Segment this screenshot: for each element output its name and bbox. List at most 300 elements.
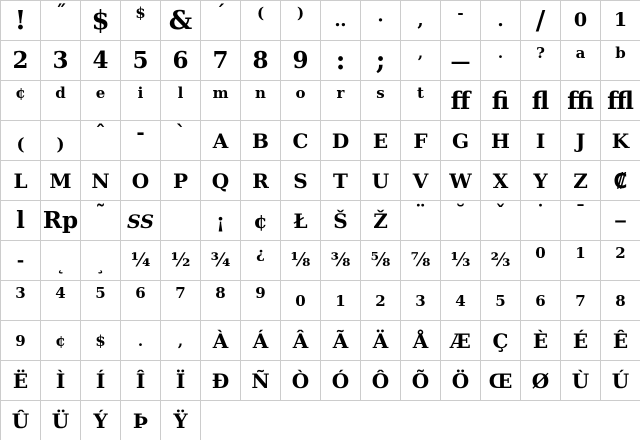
glyph-cell[interactable] bbox=[1, 1, 41, 41]
glyph: ) bbox=[56, 135, 65, 155]
glyph: / bbox=[535, 5, 546, 36]
glyph-cell[interactable] bbox=[521, 321, 561, 361]
glyph-cell[interactable] bbox=[561, 201, 601, 241]
blank-area bbox=[601, 401, 640, 440]
glyph-cell[interactable] bbox=[521, 361, 561, 401]
glyph-cell[interactable] bbox=[521, 1, 561, 41]
glyph: Z bbox=[573, 168, 588, 193]
glyph: Ł bbox=[293, 208, 308, 233]
glyph-cell[interactable] bbox=[401, 321, 441, 361]
glyph: G bbox=[451, 128, 470, 153]
glyph-cell[interactable] bbox=[41, 401, 81, 440]
glyph: Í bbox=[95, 368, 106, 393]
glyph-cell[interactable] bbox=[521, 201, 561, 241]
blank-area bbox=[361, 401, 401, 440]
glyph-cell[interactable] bbox=[481, 81, 521, 121]
glyph-cell[interactable] bbox=[161, 1, 201, 41]
glyph-cell[interactable] bbox=[361, 1, 401, 41]
glyph: Õ bbox=[411, 368, 430, 393]
glyph-cell[interactable] bbox=[401, 81, 441, 121]
glyph-cell[interactable] bbox=[201, 1, 241, 41]
glyph-cell[interactable] bbox=[1, 241, 41, 281]
glyph-cell[interactable] bbox=[321, 41, 361, 81]
glyph: M bbox=[49, 168, 72, 193]
glyph-cell[interactable] bbox=[201, 121, 241, 161]
glyph-cell[interactable] bbox=[1, 361, 41, 401]
glyph: T bbox=[333, 168, 348, 193]
glyph-cell[interactable] bbox=[361, 241, 401, 281]
glyph: ¢ bbox=[253, 208, 268, 233]
glyph: s bbox=[376, 84, 385, 102]
blank-area bbox=[561, 401, 601, 440]
glyph: 3 bbox=[415, 292, 426, 310]
glyph: Ý bbox=[93, 408, 108, 433]
glyph-cell[interactable] bbox=[321, 321, 361, 361]
glyph: 3 bbox=[52, 47, 69, 74]
glyph-cell[interactable] bbox=[281, 161, 321, 201]
glyph-cell[interactable] bbox=[121, 121, 161, 161]
glyph: 0 bbox=[535, 244, 546, 262]
glyph-cell[interactable] bbox=[81, 161, 121, 201]
glyph-cell[interactable] bbox=[81, 121, 121, 161]
glyph-cell[interactable] bbox=[441, 321, 481, 361]
glyph: 8 bbox=[252, 47, 269, 74]
glyph: ⅜ bbox=[330, 249, 351, 271]
glyph-cell[interactable] bbox=[601, 361, 640, 401]
empty-glyph-cell[interactable] bbox=[161, 201, 201, 241]
glyph: ﬂ bbox=[531, 85, 550, 115]
glyph-cell[interactable] bbox=[81, 41, 121, 81]
glyph: ⅓ bbox=[450, 249, 471, 271]
glyph-cell[interactable] bbox=[241, 41, 281, 81]
glyph-cell[interactable] bbox=[41, 361, 81, 401]
glyph-cell[interactable] bbox=[361, 41, 401, 81]
glyph: ¯ bbox=[575, 201, 586, 224]
glyph-cell[interactable] bbox=[401, 41, 441, 81]
blank-area bbox=[521, 401, 561, 440]
glyph-cell[interactable] bbox=[521, 81, 561, 121]
glyph-cell[interactable] bbox=[121, 281, 161, 321]
glyph: ½ bbox=[170, 249, 191, 271]
glyph: C bbox=[292, 128, 309, 153]
glyph: Ð bbox=[211, 368, 230, 393]
glyph: Û bbox=[11, 408, 30, 433]
glyph-cell[interactable] bbox=[201, 81, 241, 121]
glyph-cell[interactable] bbox=[281, 281, 321, 321]
glyph-cell[interactable] bbox=[321, 121, 361, 161]
glyph: ˛ bbox=[56, 255, 65, 275]
glyph-cell[interactable] bbox=[481, 321, 521, 361]
glyph: R bbox=[252, 168, 269, 193]
blank-area bbox=[241, 401, 281, 440]
glyph: ¾ bbox=[210, 249, 231, 271]
glyph-cell[interactable] bbox=[81, 241, 121, 281]
glyph-cell[interactable] bbox=[601, 1, 640, 41]
glyph-cell[interactable] bbox=[481, 241, 521, 281]
glyph: Ê bbox=[612, 328, 629, 353]
glyph-cell[interactable] bbox=[401, 361, 441, 401]
glyph-cell[interactable] bbox=[481, 281, 521, 321]
glyph-cell[interactable] bbox=[281, 321, 321, 361]
glyph-cell[interactable] bbox=[561, 1, 601, 41]
glyph: ! bbox=[14, 5, 27, 36]
glyph-cell[interactable] bbox=[81, 81, 121, 121]
glyph: 9 bbox=[292, 47, 309, 74]
glyph: Q bbox=[211, 168, 230, 193]
glyph: : bbox=[335, 45, 346, 76]
blank-area bbox=[201, 401, 241, 440]
glyph-cell[interactable] bbox=[441, 361, 481, 401]
glyph-cell[interactable] bbox=[361, 321, 401, 361]
glyph: F bbox=[413, 128, 428, 153]
glyph-cell[interactable] bbox=[161, 281, 201, 321]
glyph: K bbox=[611, 128, 630, 153]
glyph-cell[interactable] bbox=[241, 361, 281, 401]
glyph-cell[interactable] bbox=[201, 321, 241, 361]
glyph-cell[interactable] bbox=[361, 81, 401, 121]
glyph: 1 bbox=[613, 9, 628, 31]
glyph: H bbox=[491, 128, 510, 153]
glyph-cell[interactable] bbox=[321, 281, 361, 321]
glyph: Ã bbox=[332, 328, 349, 353]
glyph-cell[interactable] bbox=[201, 201, 241, 241]
glyph-cell[interactable] bbox=[601, 41, 640, 81]
glyph-cell[interactable] bbox=[41, 201, 81, 241]
glyph-cell[interactable] bbox=[161, 81, 201, 121]
glyph-cell[interactable] bbox=[41, 81, 81, 121]
glyph: Å bbox=[412, 328, 429, 353]
glyph-cell[interactable] bbox=[201, 361, 241, 401]
glyph: 2 bbox=[615, 244, 626, 262]
glyph: 0 bbox=[295, 292, 306, 310]
glyph-cell[interactable] bbox=[361, 281, 401, 321]
glyph: $ bbox=[135, 4, 146, 22]
glyph-cell[interactable] bbox=[601, 281, 640, 321]
glyph-cell[interactable] bbox=[81, 321, 121, 361]
glyph: a bbox=[575, 44, 586, 62]
glyph: 4 bbox=[92, 47, 109, 74]
glyph: - bbox=[136, 121, 145, 144]
glyph: ¼ bbox=[130, 249, 151, 271]
glyph-cell[interactable] bbox=[601, 81, 640, 121]
glyph: Â bbox=[292, 328, 309, 353]
glyph-cell[interactable] bbox=[521, 41, 561, 81]
glyph: - bbox=[457, 4, 464, 22]
glyph: Y bbox=[533, 168, 548, 193]
glyph: Ñ bbox=[251, 368, 270, 393]
glyph-cell[interactable] bbox=[241, 1, 281, 41]
blank-area bbox=[481, 401, 521, 440]
glyph: O bbox=[131, 168, 150, 193]
glyph: P bbox=[172, 168, 189, 193]
glyph-cell[interactable] bbox=[481, 361, 521, 401]
glyph: Ò bbox=[291, 368, 310, 393]
glyph-cell[interactable] bbox=[281, 121, 321, 161]
glyph-cell[interactable] bbox=[1, 121, 41, 161]
glyph-cell[interactable] bbox=[41, 41, 81, 81]
glyph-cell[interactable] bbox=[81, 401, 121, 440]
glyph-cell[interactable] bbox=[121, 81, 161, 121]
glyph-cell[interactable] bbox=[41, 241, 81, 281]
glyph: 9 bbox=[15, 332, 26, 350]
glyph-cell[interactable] bbox=[121, 41, 161, 81]
glyph: 6 bbox=[135, 284, 146, 302]
glyph-cell[interactable] bbox=[361, 121, 401, 161]
glyph-cell[interactable] bbox=[201, 41, 241, 81]
glyph-cell[interactable] bbox=[121, 361, 161, 401]
blank-area bbox=[441, 401, 481, 440]
glyph: $ bbox=[95, 332, 106, 350]
glyph-cell[interactable] bbox=[441, 121, 481, 161]
glyph: 5 bbox=[95, 284, 106, 302]
glyph-cell[interactable] bbox=[241, 121, 281, 161]
glyph: V bbox=[412, 168, 429, 193]
glyph-cell[interactable] bbox=[441, 281, 481, 321]
glyph: B bbox=[252, 128, 269, 153]
glyph-cell[interactable] bbox=[161, 161, 201, 201]
glyph: 3 bbox=[15, 284, 26, 302]
glyph: 7 bbox=[175, 284, 186, 302]
glyph: Ì bbox=[55, 368, 66, 393]
glyph: 4 bbox=[55, 284, 66, 302]
glyph-cell[interactable] bbox=[81, 281, 121, 321]
glyph-cell[interactable] bbox=[521, 121, 561, 161]
glyph-cell[interactable] bbox=[121, 161, 161, 201]
glyph-cell[interactable] bbox=[161, 121, 201, 161]
glyph: o bbox=[295, 84, 306, 102]
glyph: & bbox=[168, 5, 193, 36]
glyph: e bbox=[95, 84, 106, 102]
glyph: ; bbox=[375, 45, 386, 76]
glyph: N bbox=[91, 168, 110, 193]
glyph: ﬄ bbox=[607, 85, 634, 115]
glyph: ‒ bbox=[614, 209, 627, 231]
glyph-cell[interactable] bbox=[1, 201, 41, 241]
glyph-cell[interactable] bbox=[321, 361, 361, 401]
glyph-cell[interactable] bbox=[601, 161, 640, 201]
glyph: 8 bbox=[615, 292, 626, 310]
glyph: Ä bbox=[372, 328, 389, 353]
blank-area bbox=[401, 401, 441, 440]
glyph: È bbox=[532, 328, 549, 353]
glyph: Ç bbox=[492, 328, 509, 353]
glyph-cell[interactable] bbox=[41, 161, 81, 201]
glyph: ¨ bbox=[415, 201, 426, 224]
glyph-cell[interactable] bbox=[401, 201, 441, 241]
glyph: , bbox=[417, 44, 424, 62]
glyph-cell[interactable] bbox=[1, 281, 41, 321]
glyph-cell[interactable] bbox=[161, 361, 201, 401]
glyph-cell[interactable] bbox=[281, 1, 321, 41]
glyph-cell[interactable] bbox=[481, 201, 521, 241]
glyph: b bbox=[615, 44, 626, 62]
glyph: Ï bbox=[175, 368, 186, 393]
glyph-cell[interactable] bbox=[41, 281, 81, 321]
glyph-cell[interactable] bbox=[481, 161, 521, 201]
glyph-cell[interactable] bbox=[561, 81, 601, 121]
glyph-cell[interactable] bbox=[41, 1, 81, 41]
glyph-cell[interactable] bbox=[561, 281, 601, 321]
glyph-cell[interactable] bbox=[281, 41, 321, 81]
glyph-cell[interactable] bbox=[361, 361, 401, 401]
glyph: 9 bbox=[255, 284, 266, 302]
glyph-cell[interactable] bbox=[401, 1, 441, 41]
glyph-cell[interactable] bbox=[201, 241, 241, 281]
glyph: J bbox=[575, 128, 586, 153]
glyph: 4 bbox=[455, 292, 466, 310]
glyph-cell[interactable] bbox=[121, 241, 161, 281]
glyph-cell[interactable] bbox=[281, 361, 321, 401]
glyph-cell[interactable] bbox=[241, 321, 281, 361]
glyph: Š bbox=[333, 208, 348, 233]
glyph: 7 bbox=[212, 47, 229, 74]
glyph-cell[interactable] bbox=[321, 161, 361, 201]
glyph-cell[interactable] bbox=[441, 201, 481, 241]
glyph: 1 bbox=[335, 292, 346, 310]
glyph: 6 bbox=[535, 292, 546, 310]
glyph: U bbox=[371, 168, 390, 193]
glyph: t bbox=[417, 84, 424, 102]
glyph: ⅞ bbox=[410, 249, 431, 271]
glyph-cell[interactable] bbox=[441, 81, 481, 121]
glyph-cell[interactable] bbox=[201, 161, 241, 201]
glyph: Î bbox=[135, 368, 146, 393]
glyph: ? bbox=[536, 44, 545, 62]
glyph-cell[interactable] bbox=[521, 281, 561, 321]
glyph-cell[interactable] bbox=[321, 81, 361, 121]
glyph-cell[interactable] bbox=[121, 201, 161, 241]
glyph-cell[interactable] bbox=[561, 361, 601, 401]
glyph: S bbox=[293, 168, 308, 193]
glyph: n bbox=[255, 84, 266, 102]
glyph-cell[interactable] bbox=[1, 41, 41, 81]
glyph-cell[interactable] bbox=[441, 1, 481, 41]
glyph-cell[interactable] bbox=[601, 121, 640, 161]
glyph: ˘ bbox=[455, 201, 466, 224]
glyph-cell[interactable] bbox=[441, 241, 481, 281]
glyph-cell[interactable] bbox=[81, 1, 121, 41]
glyph: 8 bbox=[215, 284, 226, 302]
glyph-cell[interactable] bbox=[321, 241, 361, 281]
glyph-cell[interactable] bbox=[1, 81, 41, 121]
glyph: ‥ bbox=[334, 9, 347, 31]
glyph: · bbox=[377, 9, 384, 31]
glyph-cell[interactable] bbox=[481, 41, 521, 81]
glyph-cell[interactable] bbox=[121, 321, 161, 361]
glyph-cell[interactable] bbox=[561, 161, 601, 201]
glyph: ﬀ bbox=[450, 85, 471, 115]
glyph-cell[interactable] bbox=[441, 41, 481, 81]
glyph-cell[interactable] bbox=[361, 201, 401, 241]
glyph-cell[interactable] bbox=[121, 1, 161, 41]
glyph-cell[interactable] bbox=[401, 281, 441, 321]
glyph-cell[interactable] bbox=[1, 161, 41, 201]
glyph: r bbox=[336, 84, 345, 102]
glyph-cell[interactable] bbox=[401, 121, 441, 161]
glyph: Ü bbox=[51, 408, 70, 433]
glyph: ( bbox=[256, 4, 265, 22]
glyph-cell[interactable] bbox=[281, 201, 321, 241]
glyph-cell[interactable] bbox=[241, 241, 281, 281]
glyph: I bbox=[535, 128, 546, 153]
glyph-cell[interactable] bbox=[601, 241, 640, 281]
glyph: ⅝ bbox=[370, 249, 391, 271]
glyph: SS bbox=[126, 211, 155, 233]
glyph: 7 bbox=[575, 292, 586, 310]
glyph-cell[interactable] bbox=[401, 241, 441, 281]
glyph-cell[interactable] bbox=[161, 41, 201, 81]
glyph: Ë bbox=[12, 368, 29, 393]
glyph: ₡ bbox=[613, 168, 628, 193]
glyph-cell[interactable] bbox=[601, 201, 640, 241]
glyph-cell[interactable] bbox=[441, 161, 481, 201]
glyph-cell[interactable] bbox=[41, 321, 81, 361]
blank-area bbox=[281, 401, 321, 440]
glyph-cell[interactable] bbox=[241, 201, 281, 241]
glyph-cell[interactable] bbox=[161, 241, 201, 281]
glyph-cell[interactable] bbox=[601, 321, 640, 361]
glyph-cell[interactable] bbox=[481, 1, 521, 41]
glyph: Ó bbox=[331, 368, 350, 393]
glyph-cell[interactable] bbox=[321, 201, 361, 241]
glyph-cell[interactable] bbox=[241, 161, 281, 201]
glyph: Ú bbox=[611, 368, 630, 393]
glyph: m bbox=[212, 84, 229, 102]
glyph: Rp bbox=[42, 207, 79, 234]
glyph-cell[interactable] bbox=[561, 41, 601, 81]
glyph-cell[interactable] bbox=[161, 321, 201, 361]
glyph-cell[interactable] bbox=[561, 321, 601, 361]
glyph-cell[interactable] bbox=[561, 241, 601, 281]
glyph-cell[interactable] bbox=[521, 161, 561, 201]
glyph: ˜ bbox=[95, 201, 106, 224]
glyph: É bbox=[572, 328, 589, 353]
glyph-cell[interactable] bbox=[161, 401, 201, 440]
glyph: l bbox=[177, 84, 184, 102]
glyph: Þ bbox=[132, 408, 149, 433]
glyph-cell[interactable] bbox=[521, 241, 561, 281]
glyph: . bbox=[137, 332, 144, 350]
glyph-cell[interactable] bbox=[81, 201, 121, 241]
glyph: d bbox=[55, 84, 66, 102]
glyph-cell[interactable] bbox=[1, 401, 41, 440]
glyph: 0 bbox=[573, 9, 588, 31]
glyph-cell[interactable] bbox=[41, 121, 81, 161]
glyph: Á bbox=[252, 328, 269, 353]
glyph: ﬁ bbox=[491, 85, 510, 115]
glyph-cell[interactable] bbox=[401, 161, 441, 201]
glyph-cell[interactable] bbox=[201, 281, 241, 321]
glyph: 5 bbox=[495, 292, 506, 310]
glyph-cell[interactable] bbox=[481, 121, 521, 161]
glyph-cell[interactable] bbox=[241, 81, 281, 121]
glyph-cell[interactable] bbox=[281, 81, 321, 121]
glyph: — bbox=[450, 48, 471, 73]
glyph: ´ bbox=[215, 1, 226, 24]
glyph-cell[interactable] bbox=[281, 241, 321, 281]
glyph-cell[interactable] bbox=[121, 401, 161, 440]
glyph-cell[interactable] bbox=[321, 1, 361, 41]
glyph-cell[interactable] bbox=[81, 361, 121, 401]
glyph-cell[interactable] bbox=[241, 281, 281, 321]
glyph-cell[interactable] bbox=[1, 321, 41, 361]
glyph: Ù bbox=[571, 368, 590, 393]
glyph: - bbox=[16, 249, 25, 271]
glyph: ⅛ bbox=[290, 249, 311, 271]
glyph: . bbox=[497, 44, 504, 62]
glyph-cell[interactable] bbox=[361, 161, 401, 201]
glyph-cell[interactable] bbox=[561, 121, 601, 161]
